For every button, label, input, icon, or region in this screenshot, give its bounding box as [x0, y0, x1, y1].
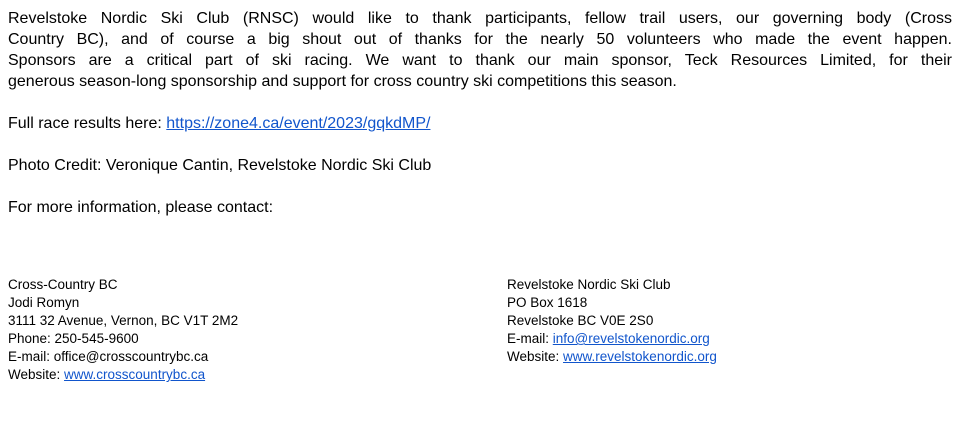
contact-phone: Phone: 250-545-9600	[8, 331, 139, 346]
contact-org: Revelstoke Nordic Ski Club	[507, 277, 671, 292]
website-link[interactable]: www.revelstokenordic.org	[563, 349, 717, 364]
paragraph-line: Sponsors are a critical part of ski racing. We want to thank our main sponsor, Teck Resources Limited, for their	[8, 52, 952, 69]
email-link[interactable]: info@revelstokenordic.org	[552, 331, 710, 346]
contact-revelstoke-nordic	[507, 276, 717, 366]
website-link[interactable]: www.crosscountrybc.ca	[64, 367, 206, 382]
contact-address: 3111 32 Avenue, Vernon, BC V1T 2M2	[8, 313, 239, 328]
results-line	[8, 113, 952, 134]
contact-po-box: PO Box 1618	[507, 295, 588, 310]
document-body	[8, 8, 952, 218]
website-label: Website:	[507, 349, 564, 364]
website-label: Website:	[8, 367, 65, 382]
contact-website	[8, 366, 238, 384]
results-link[interactable]: https://zone4.ca/event/2023/gqkdMP/	[166, 115, 431, 132]
contact-cross-country-bc	[8, 276, 238, 384]
contact-email	[507, 330, 717, 348]
thanks-paragraph	[8, 8, 952, 92]
contact-intro: For more information, please contact:	[8, 199, 274, 216]
contact-org: Cross-Country BC	[8, 277, 118, 292]
paragraph-line: Country BC), and of course a big shout out of thanks for the nearly 50 volunteers who made the event happen.	[8, 31, 952, 48]
contact-website	[507, 348, 717, 366]
email-label: E-mail:	[507, 331, 553, 346]
contact-email: E-mail: office@crosscountrybc.ca	[8, 349, 209, 364]
contact-city: Revelstoke BC V0E 2S0	[507, 313, 654, 328]
photo-credit: Photo Credit: Veronique Cantin, Revelstoke Nordic Ski Club	[8, 157, 432, 174]
paragraph-line: generous season-long sponsorship and support for cross country ski competitions this season.	[8, 73, 677, 90]
paragraph-line: Revelstoke Nordic Ski Club (RNSC) would like to thank participants, fellow trail users, our governing body (Cross	[8, 10, 952, 27]
results-label: Full race results here:	[8, 115, 167, 132]
contact-name: Jodi Romyn	[8, 295, 80, 310]
